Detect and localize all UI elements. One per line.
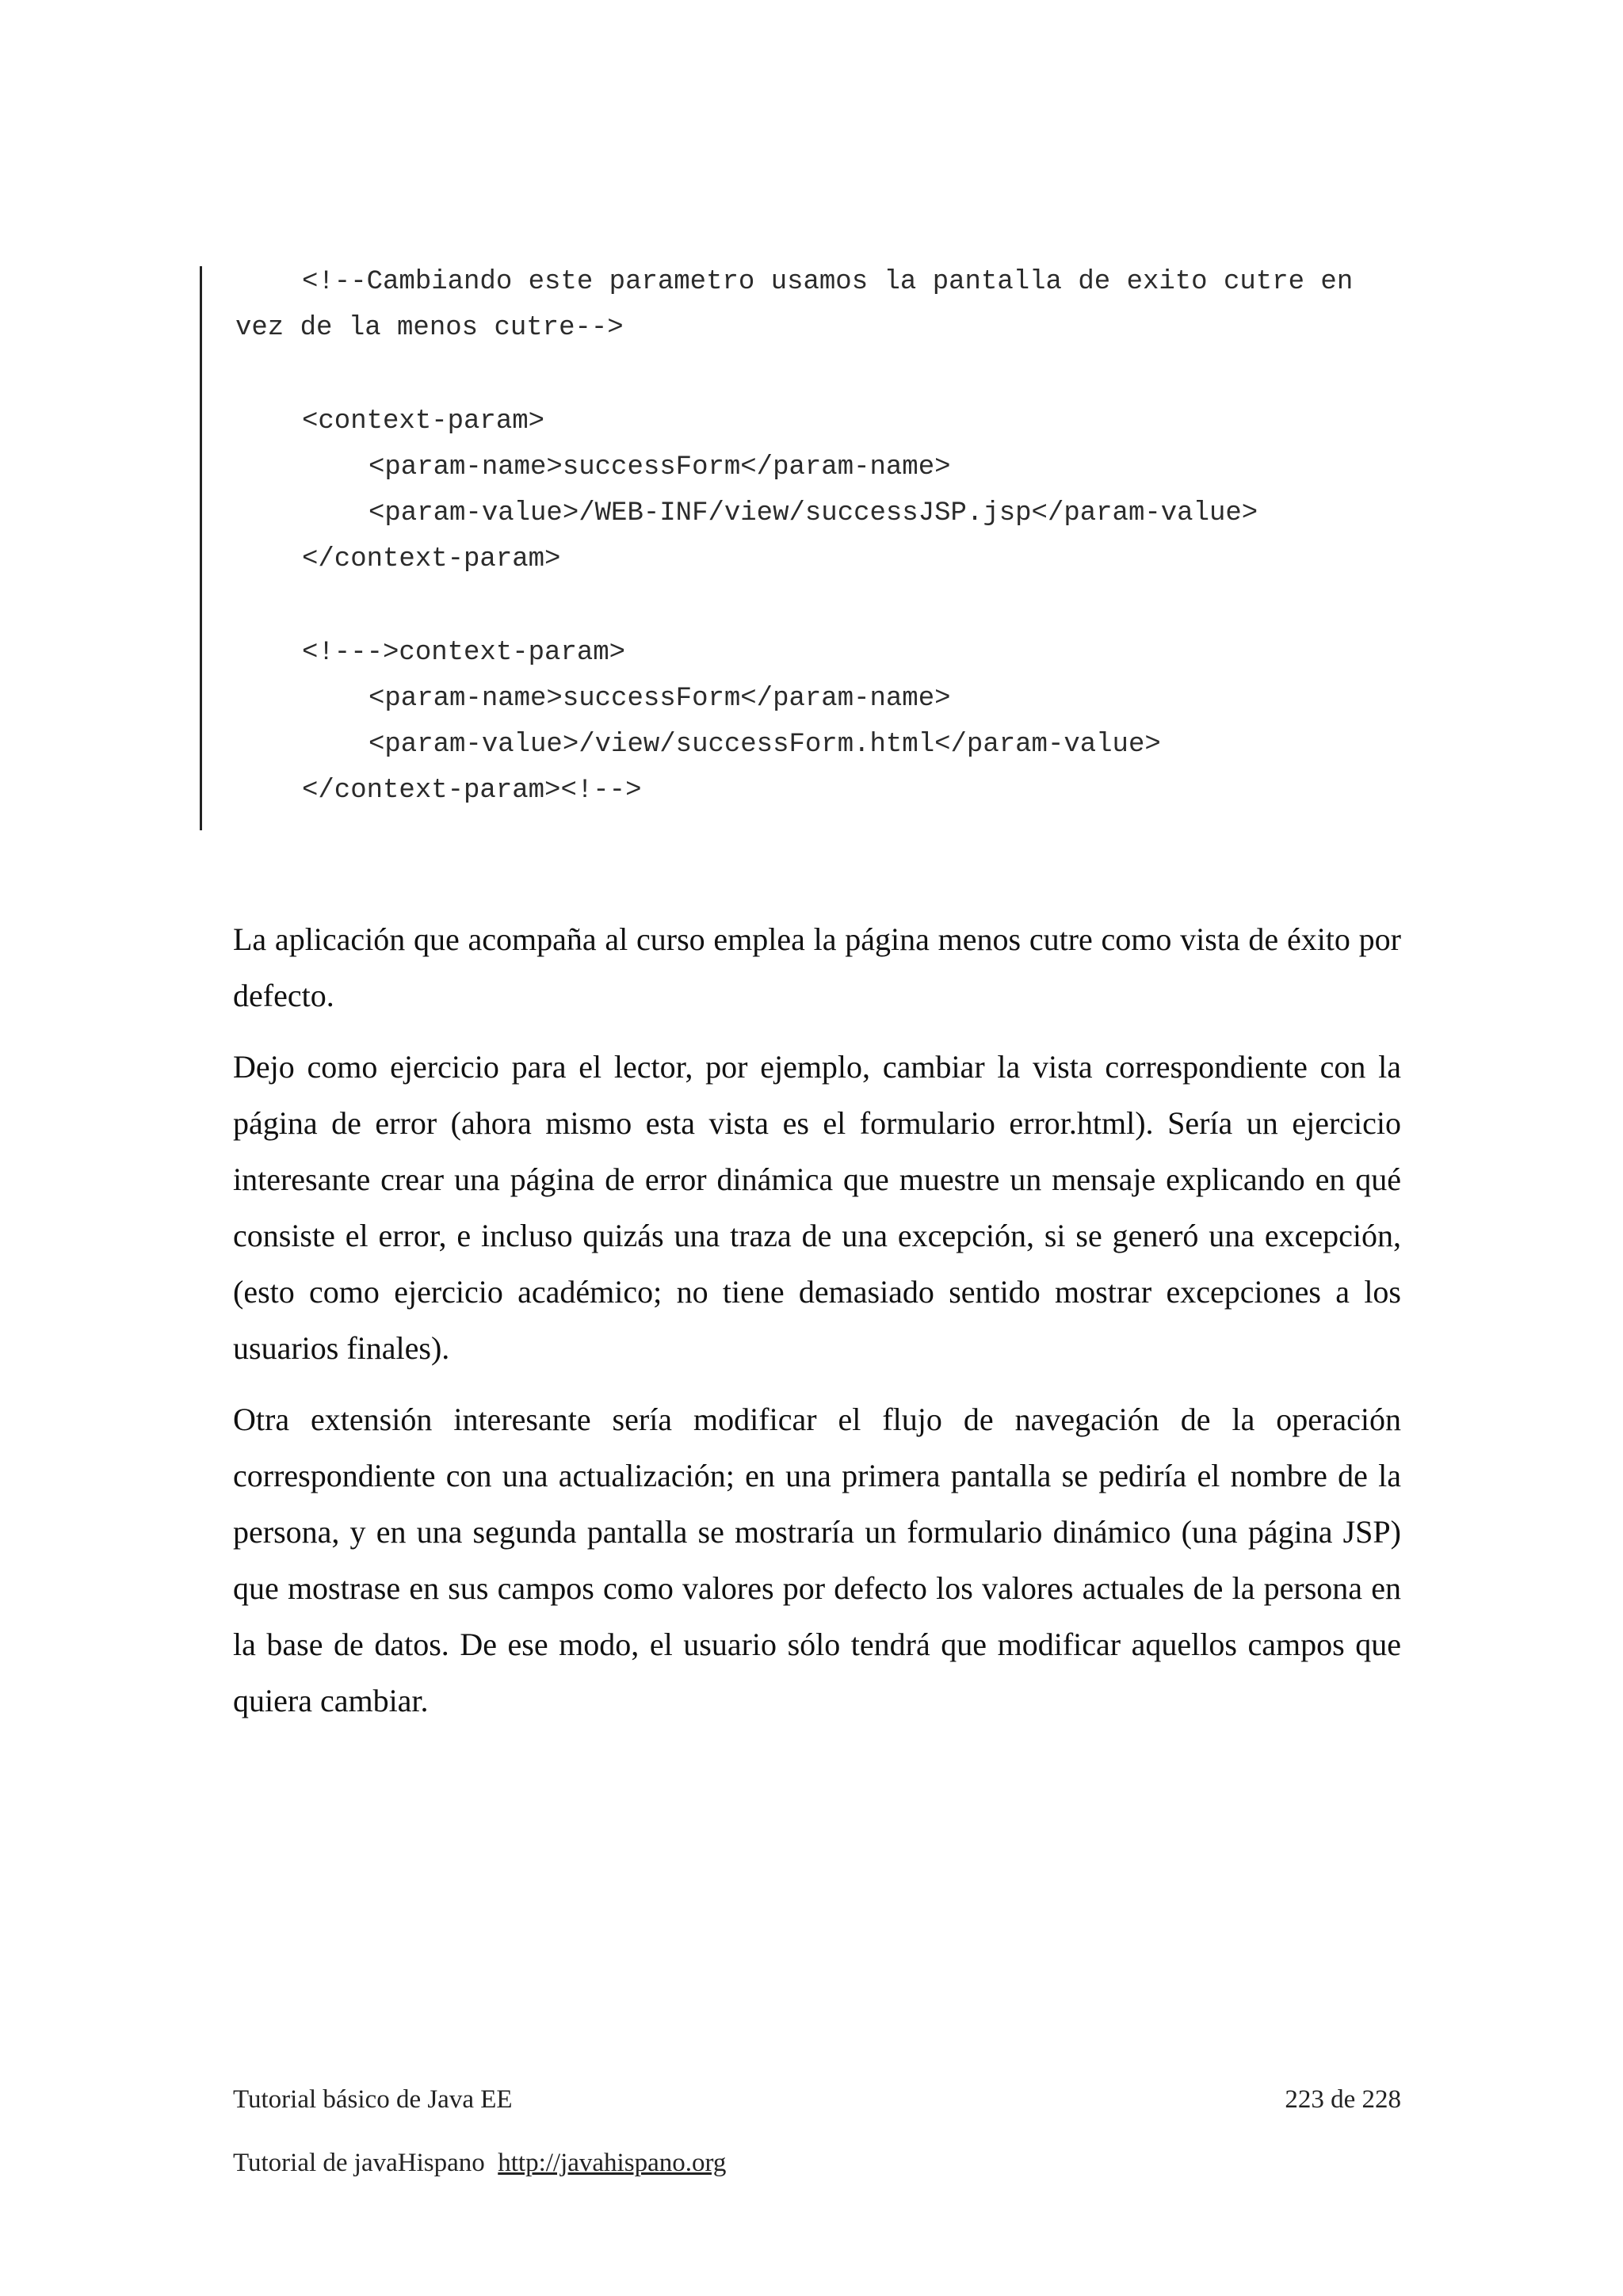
page-total: 228 bbox=[1361, 2085, 1401, 2114]
code-listing bbox=[200, 266, 1438, 830]
footer-page-number bbox=[1285, 2084, 1401, 2115]
publisher-label: Tutorial de javaHispano bbox=[233, 2149, 485, 2177]
page-current: 223 bbox=[1285, 2085, 1324, 2114]
publisher-link[interactable]: http://javahispano.org bbox=[498, 2149, 727, 2177]
code-line: </context-param><!--> bbox=[302, 776, 642, 806]
code-line: </context-param> bbox=[302, 544, 561, 574]
paragraph: Dejo como ejercicio para el lector, por ejemplo, cambiar la vista correspondiente con la página de error (ahora mismo esta vista es el formulario error.html). Sería un ejercicio interesante crear una página de error dinámica que muestre un mensaje explicando en qué consiste el error, e incluso quizás una traza de una excepción, si se generó una excepción, (esto como ejercicio académico; no tiene demasiado sentido mostrar excepciones a los usuarios finales). bbox=[233, 1049, 1401, 1366]
code-line: <param-value>/view/successForm.html</param-value> bbox=[369, 730, 1161, 760]
footer-book-title: Tutorial básico de Java EE bbox=[233, 2085, 513, 2114]
code-line: <!--->context-param> bbox=[302, 638, 626, 668]
paragraph: Otra extensión interesante sería modificar el flujo de navegación de la operación correspondiente con una actualización; en una primera pantalla se pediría el nombre de la persona, y en una segunda pantalla se mostraría un formulario dinámico (una página JSP) que mostrase en sus campos como valores por defecto los valores actuales de la persona en la base de datos. De ese modo, el usuario sólo tendrá que modificar aquellos campos que quiera cambiar. bbox=[233, 1402, 1401, 1718]
footer-publisher bbox=[233, 2147, 726, 2179]
body-text bbox=[233, 911, 1401, 1744]
code-line: <param-name>successForm</param-name> bbox=[369, 684, 951, 714]
code-line: <param-value>/WEB-INF/view/successJSP.jsp</param-value> bbox=[369, 498, 1258, 528]
code-line: <context-param> bbox=[302, 406, 545, 437]
page-of-label: de bbox=[1331, 2085, 1356, 2114]
paragraph: La aplicación que acompaña al curso emplea la página menos cutre como vista de éxito por defecto. bbox=[233, 921, 1401, 1013]
code-line: vez de la menos cutre--> bbox=[235, 313, 624, 343]
code-line: <param-name>successForm</param-name> bbox=[369, 452, 951, 482]
code-line: <!--Cambiando este parametro usamos la pantalla de exito cutre en bbox=[302, 267, 1354, 297]
